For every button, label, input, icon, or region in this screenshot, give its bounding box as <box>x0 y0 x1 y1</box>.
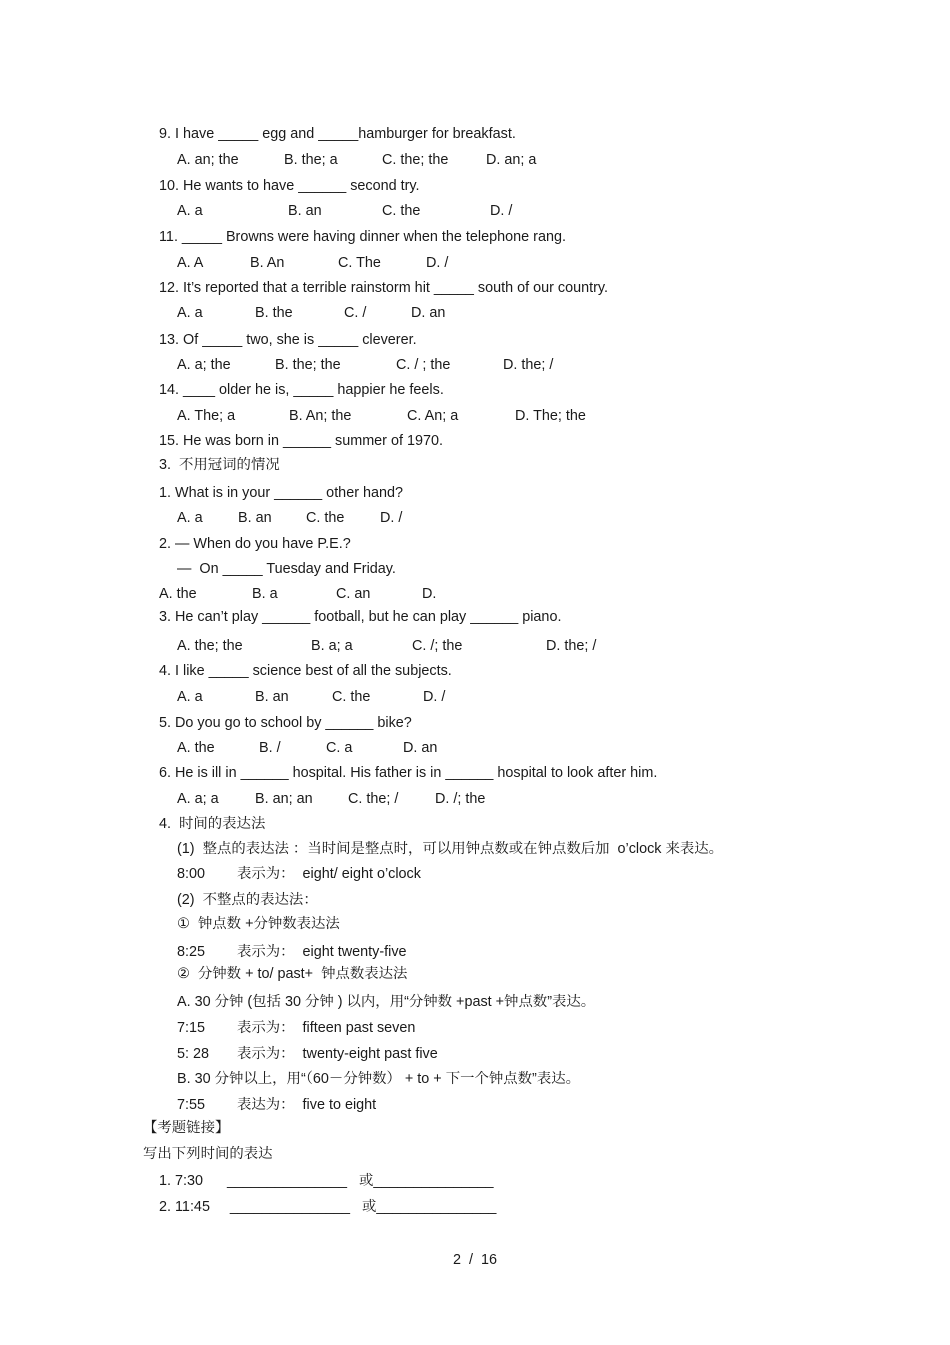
option-c: C. the; the <box>382 152 449 168</box>
text-line: 1. 7:30 _______________ 或_______________ <box>159 1173 494 1189</box>
option-a: A. a <box>177 689 203 705</box>
option-d: D. <box>422 586 437 602</box>
option-c: C. the <box>332 689 371 705</box>
text-line: 13. Of _____ two, she is _____ cleverer. <box>159 332 417 348</box>
option-b: B. An; the <box>289 408 352 424</box>
text-line: 2. — When do you have P.E.? <box>159 536 351 552</box>
text-line: (2) 不整点的表达法： <box>177 892 318 908</box>
option-d: D. / <box>426 255 449 271</box>
text-line: B. 30 分钟以上，用“（60－分钟数） + to + 下一个钟点数”表达。 <box>177 1071 580 1087</box>
text-line: 【考题链接】 <box>143 1120 230 1136</box>
text-line: 1. What is in your ______ other hand? <box>159 485 404 501</box>
option-c: C. the <box>382 203 421 219</box>
text-line: 8:25 表示为： eight twenty-five <box>177 944 407 960</box>
option-a: A. The; a <box>177 408 236 424</box>
text-line: 6. He is ill in ______ hospital. His father is in ______ hospital to look after him. <box>159 765 658 781</box>
text-line: 9. I have _____ egg and _____hamburger for breakfast. <box>159 126 516 142</box>
option-a: A. an; the <box>177 152 239 168</box>
text-line: 3. 不用冠词的情况 <box>159 457 280 473</box>
option-c: C. the; / <box>348 791 399 807</box>
text-line: (1) 整点的表达法 ：当时间是整点时，可以用钟点数或在钟点数后加 o’clock 来表达。 <box>177 841 724 857</box>
option-d: D. The; the <box>515 408 586 424</box>
text-line: 3. He can’t play ______ football, but he can play ______ piano. <box>159 609 562 625</box>
text-line: ② 分钟数 + to/ past+ 钟点数表达法 <box>177 966 408 982</box>
text-line: 15. He was born in ______ summer of 1970. <box>159 433 443 449</box>
text-line: 14. ____ older he is, _____ happier he feels. <box>159 382 444 398</box>
option-d: D. the; / <box>546 638 597 654</box>
option-b: B. a; a <box>311 638 353 654</box>
option-d: D. / <box>423 689 446 705</box>
text-line: 11. _____ Browns were having dinner when the telephone rang. <box>159 229 566 245</box>
option-a: A. the <box>177 740 215 756</box>
option-c: C. The <box>338 255 381 271</box>
text-line: 5: 28 表示为： twenty-eight past five <box>177 1046 438 1062</box>
option-b: B. an <box>288 203 322 219</box>
text-line: 7:55 表达为： five to eight <box>177 1097 377 1113</box>
option-d: D. an <box>411 305 446 321</box>
text-line: 4. I like _____ science best of all the subjects. <box>159 663 452 679</box>
option-d: D. / <box>380 510 403 526</box>
option-d: D. an; a <box>486 152 537 168</box>
option-a: A. a; a <box>177 791 219 807</box>
option-a: A. the; the <box>177 638 243 654</box>
text-line: 10. He wants to have ______ second try. <box>159 178 420 194</box>
option-b: B. a <box>252 586 278 602</box>
option-b: B. the; the <box>275 357 341 373</box>
text-line: — On _____ Tuesday and Friday. <box>177 561 396 577</box>
text-line: 7:15 表示为： fifteen past seven <box>177 1020 416 1036</box>
page-number: 2 / 16 <box>452 1252 497 1268</box>
option-c: C. /; the <box>412 638 463 654</box>
text-line: 12. It’s reported that a terrible rainstorm hit _____ south of our country. <box>159 280 609 296</box>
option-d: D. / <box>490 203 513 219</box>
option-c: C. a <box>326 740 353 756</box>
text-line: 8:00 表示为： eight/ eight o’clock <box>177 866 421 882</box>
text-line: 2. 11:45 _______________ 或_______________ <box>159 1199 497 1215</box>
option-d: D. /; the <box>435 791 486 807</box>
option-b: B. an; an <box>255 791 313 807</box>
option-d: D. the; / <box>503 357 554 373</box>
option-a: A. a <box>177 510 203 526</box>
option-c: C. an <box>336 586 371 602</box>
text-line: A. 30 分钟 (包括 30 分钟 ) 以内，用“分钟数 +past +钟点数”表达。 <box>177 994 596 1010</box>
option-c: C. An; a <box>407 408 459 424</box>
option-a: A. a <box>177 305 203 321</box>
option-b: B. / <box>259 740 281 756</box>
text-line: 写出下列时间的表达 <box>143 1146 273 1162</box>
option-a: A. the <box>159 586 197 602</box>
option-b: B. an <box>238 510 272 526</box>
option-c: C. / <box>344 305 367 321</box>
option-c: C. the <box>306 510 345 526</box>
text-line: 5. Do you go to school by ______ bike? <box>159 715 412 731</box>
text-line: 4. 时间的表达法 <box>159 816 266 832</box>
text-line: ① 钟点数 +分钟数表达法 <box>177 916 340 932</box>
option-a: A. A <box>177 255 204 271</box>
option-b: B. an <box>255 689 289 705</box>
option-c: C. / ; the <box>396 357 451 373</box>
option-a: A. a; the <box>177 357 231 373</box>
option-d: D. an <box>403 740 438 756</box>
option-b: B. An <box>250 255 285 271</box>
option-a: A. a <box>177 203 203 219</box>
option-b: B. the; a <box>284 152 338 168</box>
option-b: B. the <box>255 305 293 321</box>
